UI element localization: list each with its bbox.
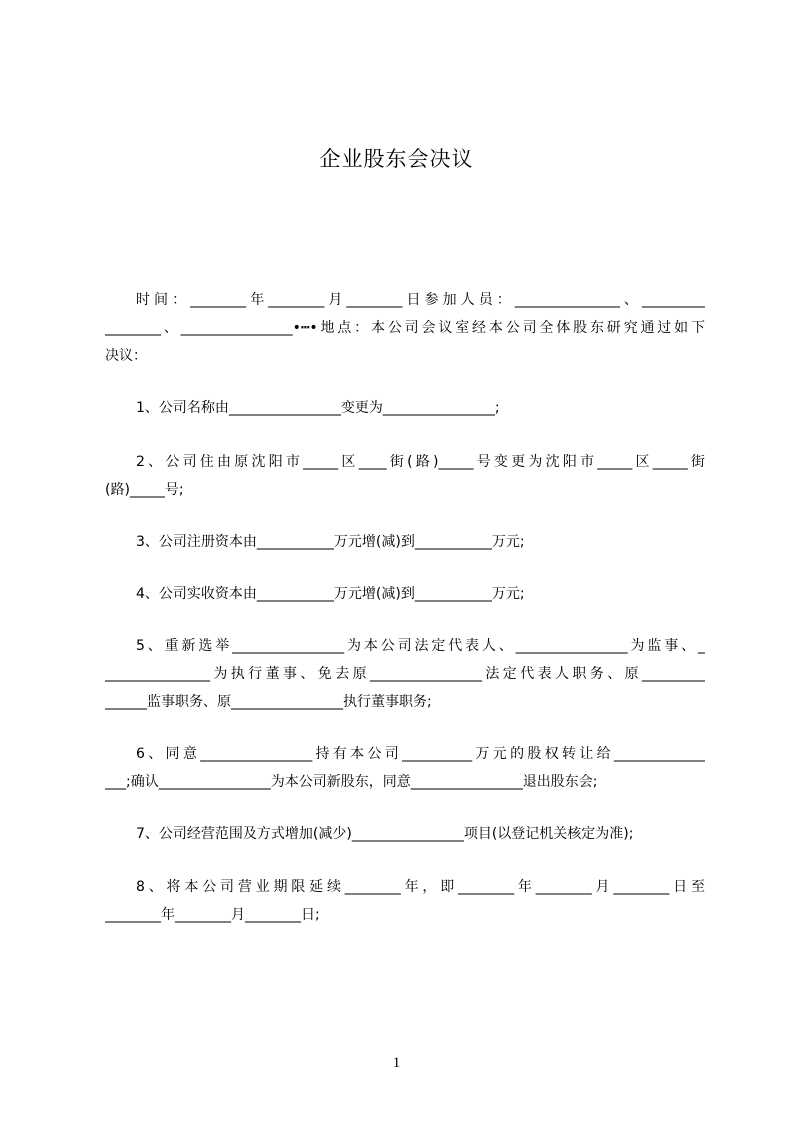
- resolution-item-8-line-1: 8、将本公司营业期限延续________年，即________年________月________日至: [136, 879, 705, 895]
- intro-line-1: 时间：________年________月________日参加人员：_______________、_________: [136, 292, 705, 308]
- intro-line-2: ________、________________•┅•地点：本公司会议室经本公司全体股东研究通过如下: [105, 320, 705, 336]
- resolution-item-6-line-2: ___;确认________________为本公司新股东，同意________________退出股东会;: [105, 774, 598, 790]
- resolution-item-6-line-1: 6、同意________________持有本公司__________万元的股权转让给_____________: [136, 746, 705, 762]
- intro-line-3: 决议：: [105, 348, 147, 364]
- resolution-item-7: 7、公司经营范围及方式增加(减少)________________项目(以登记机关核定为准);: [136, 826, 634, 842]
- resolution-item-1: 1、公司名称由________________变更为________________;: [136, 400, 500, 416]
- resolution-item-8-line-2: ________年________月________日;: [105, 907, 320, 923]
- resolution-item-5-line-1: 5、重新选举________________为本公司法定代表人、________________为监事、_: [136, 638, 705, 654]
- resolution-item-3: 3、公司注册资本由___________万元增(减)到___________万元;: [136, 534, 525, 550]
- resolution-item-5-line-3: ______监事职务、原________________执行董事职务;: [105, 694, 432, 710]
- page-number: 1: [392, 1055, 401, 1071]
- resolution-item-5-line-2: _______________为执行董事、免去原________________法定代表人职务、原_________: [105, 666, 705, 682]
- resolution-item-2-line-1: 2、公司住由原沈阳市_____区____街(路)_____号变更为沈阳市_____区_____街: [136, 454, 705, 470]
- resolution-item-4: 4、公司实收资本由___________万元增(减)到___________万元;: [136, 586, 525, 602]
- document-title: 企业股东会决议: [319, 147, 474, 171]
- resolution-item-2-line-2: (路)_____号;: [105, 482, 184, 498]
